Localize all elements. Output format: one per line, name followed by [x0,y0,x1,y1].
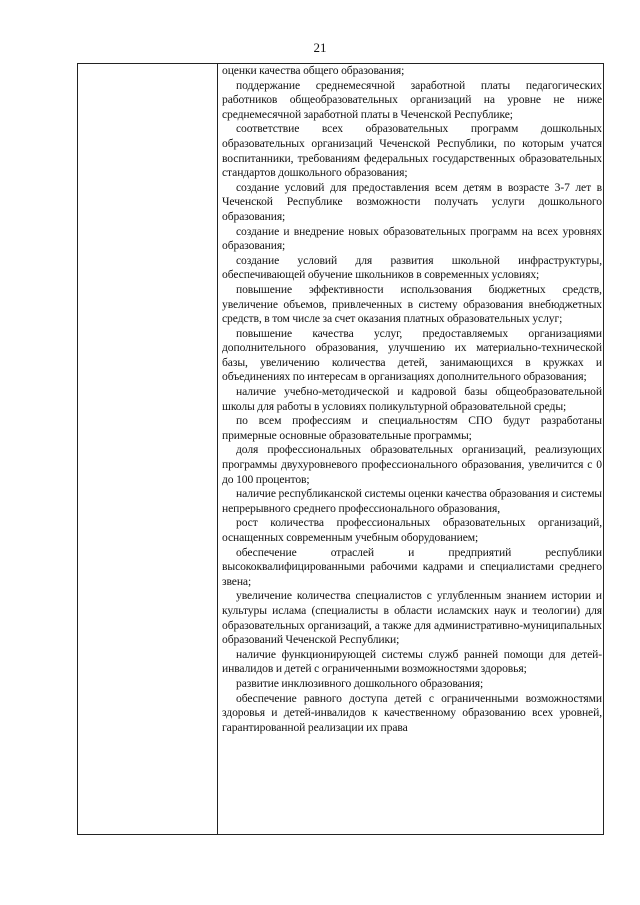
paragraph: поддержание среднемесячной заработной платы педагогических работников общеобразовательных организаций на уровне не ниже среднемесячной заработной платы в Чеченской Республике; [222,78,602,121]
paragraph: соответствие всех образовательных программ дошкольных образовательных организаций Чеченской Республики, по которым учатся воспитанники, требованиям федеральных государственных образовательных стандартов дошкольного образования; [222,122,602,180]
document-table [77,63,604,835]
paragraph: рост количества профессиональных образовательных организаций, оснащенных современным учебным оборудованием; [222,516,602,544]
left-column-cell [78,64,218,835]
paragraph: оценки качества общего образования; [222,64,405,77]
paragraph: доля профессиональных образовательных организаций, реализующих программы двухуровневого профессионального образования, увеличится с 0 до 100 процентов; [222,443,602,486]
paragraph: развитие инклюзивного дошкольного образования; [236,676,484,690]
paragraph: создание условий для развития школьной инфраструктуры, обеспечивающей обучение школьников в современных условиях; [222,253,602,282]
right-column-cell [218,64,604,835]
paragraph: повышение эффективности использования бюджетных средств, увеличение объемов, привлеченных в систему образования внебюджетных средств, в том числе за счет оказания платных образовательных услуг; [222,282,602,326]
paragraph: увеличение количества специалистов с углубленным знанием истории и культуры ислама (специалисты в области исламских наук и теологии) для образовательных организаций, а также для административно-муниципальных образований Чеченской Республики; [222,589,602,647]
paragraph: повышение качества услуг, предоставляемых организациями дополнительного образования, улучшению их материально-технической базы, увеличению количества детей, занимающихся в кружках и объединениях по интересам в организациях дополнительного образования; [222,326,602,384]
paragraph: обеспечение равного доступа детей с ограниченными возможностями здоровья и детей-инвалидов к качественному образованию всех уровней, гарантированной реализации их права [222,691,602,734]
paragraph: по всем профессиям и специальностям СПО будут разработаны примерные основные образовательные программы; [222,414,602,442]
paragraph: обеспечение отраслей и предприятий республики высококвалифицированными рабочими кадрами и специалистами среднего звена; [222,545,602,588]
paragraph: создание и внедрение новых образовательных программ на всех уровнях образования; [222,224,602,253]
page-number: 21 [313,40,327,55]
paragraph: наличие учебно-методической и кадровой базы общеобразовательной школы для работы в условиях поликультурной образовательной среды; [222,385,602,413]
paragraph: создание условий для предоставления всем детям в возрасте 3-7 лет в Чеченской Республике возможности получать услуги дошкольного образования; [222,180,602,223]
paragraph: наличие функционирующей системы служб ранней помощи для детей-инвалидов и детей с ограниченными возможностями здоровья; [222,647,602,676]
paragraph: наличие республиканской системы оценки качества образования и системы непрерывного среднего профессионального образования, [222,487,602,515]
table-row [78,64,604,835]
